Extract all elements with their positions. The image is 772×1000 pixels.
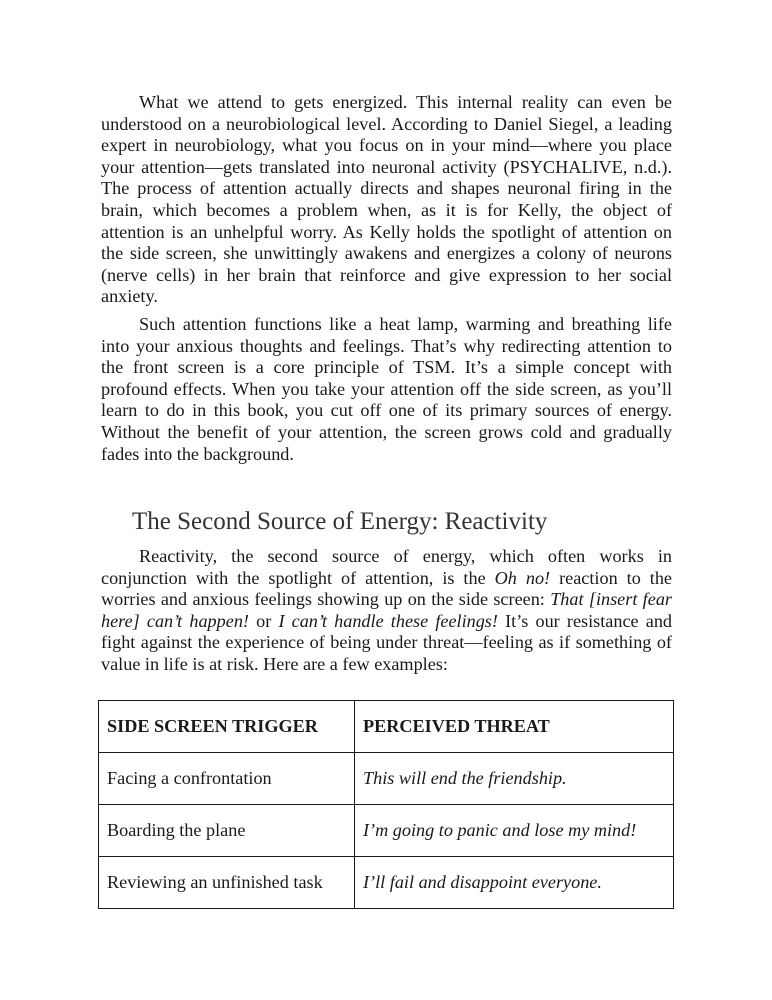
- threat-cell: I’ll fail and disappoint everyone.: [355, 857, 674, 909]
- reactivity-text-1: Reactivity, the second source of energy, which often works in conjunction with the spotlight of attention, is the: [101, 546, 672, 588]
- table-header-row: [99, 701, 674, 753]
- body-text-reactivity: [101, 546, 672, 676]
- reactivity-text-2: reaction to the worries and anxious feelings showing up on the side screen:: [101, 567, 672, 610]
- reactivity-emphasis-1: Oh no!: [494, 567, 551, 588]
- trigger-cell: Facing a confrontation: [99, 753, 355, 805]
- table-row: [99, 857, 674, 909]
- trigger-cell: Reviewing an unfinished task: [99, 857, 355, 909]
- body-text-top: [101, 92, 672, 465]
- table-row: [99, 805, 674, 857]
- reactivity-text-4: It’s our resistance and fight against the experience of being under threat—feeling as if something of value in life is at risk. Here are a few examples:: [101, 610, 673, 674]
- section-heading: The Second Source of Energy: Reactivity: [132, 508, 548, 535]
- reactivity-emphasis-3: I can’t handle these feelings!: [278, 610, 498, 631]
- threat-cell: I’m going to panic and lose my mind!: [355, 805, 674, 857]
- reactivity-emphasis-2: That [insert fear here] can’t happen!: [101, 589, 672, 631]
- header-perceived-threat: PERCEIVED THREAT: [355, 701, 674, 753]
- trigger-cell: Boarding the plane: [99, 805, 355, 857]
- paragraph-attention: What we attend to gets energized. This internal reality can even be understood on a neurobiological level. According to Daniel Siegel, a leading expert in neurobiology, what you focus on in your mind—where you place your attention—gets translated into neuronal activity (PSYCHALIVE, n.d.). The process of attention actually directs and shapes neuronal firing in the brain, which becomes a problem when, as it is for Kelly, the object of attention is an unhelpful worry. As Kelly holds the spotlight of attention on the side screen, she unwittingly awakens and energizes a colony of neurons (nerve cells) in her brain that reinforce and give expression to her social anxiety.: [101, 92, 672, 307]
- table-row: [99, 753, 674, 805]
- examples-table: [98, 700, 674, 909]
- threat-cell: This will end the friendship.: [355, 753, 674, 805]
- reactivity-text-3: or: [248, 610, 279, 631]
- paragraph-reactivity: [101, 546, 672, 676]
- paragraph-heat-lamp: Such attention functions like a heat lamp, warming and breathing life into your anxious thoughts and feelings. That’s why redirecting attention to the front screen is a core principle of TSM. It’s a simple concept with profound effects. When you take your attention off the side screen, as you’ll learn to do in this book, you cut off one of its primary sources of energy. Without the benefit of your attention, the screen grows cold and gradually fades into the background.: [101, 313, 672, 464]
- header-side-screen-trigger: SIDE SCREEN TRIGGER: [99, 701, 355, 753]
